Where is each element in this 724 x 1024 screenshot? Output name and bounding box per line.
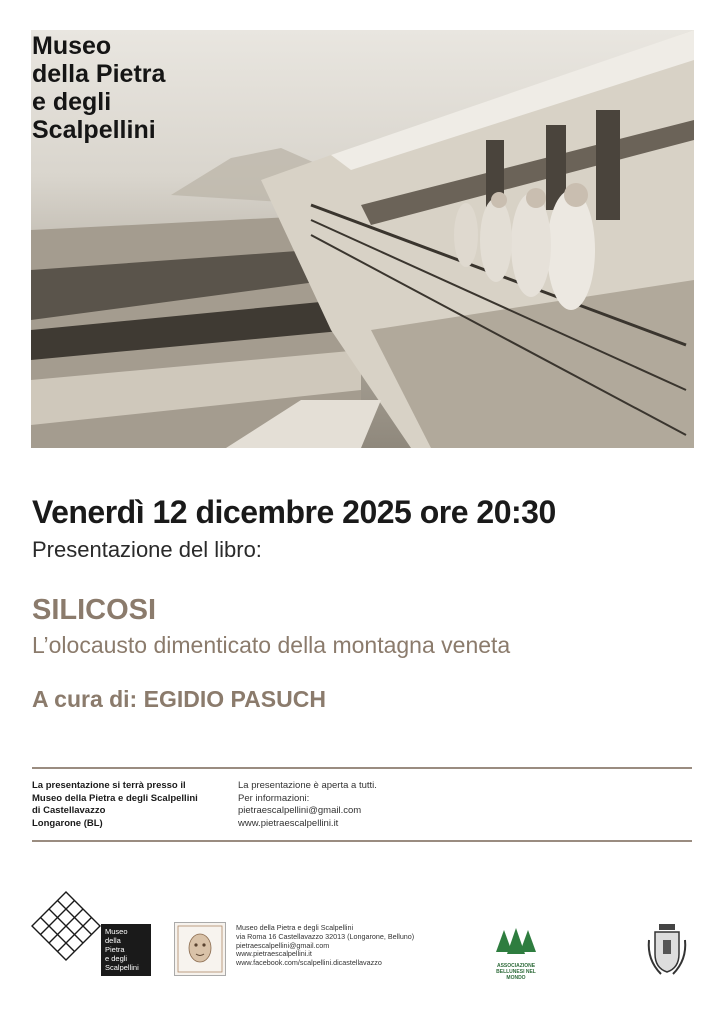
event-date-line: Venerdì 12 dicembre 2025 ore 20:30 (32, 494, 556, 530)
venue-line: Museo della Pietra e degli Scalpellini (32, 792, 198, 804)
footer-facebook-link[interactable]: www.facebook.com/scalpellini.dicastellavazzo (236, 958, 382, 968)
footer-contact (236, 924, 414, 968)
book-title: SILICOSI (32, 594, 157, 626)
museum-logo-icon (30, 890, 102, 962)
footer-email-link[interactable]: pietraescalpellini@gmail.com (236, 940, 330, 950)
divider-top (32, 767, 692, 769)
venue-info (32, 780, 198, 830)
book-subtitle: L’olocausto dimenticato della montagna veneta (32, 632, 511, 658)
footer-website-link[interactable]: www.pietraescalpellini.it (236, 949, 312, 959)
municipal-crest-icon (645, 922, 689, 978)
contact-email-link[interactable]: pietraescalpellini@gmail.com (238, 805, 362, 816)
contact-line: La presentazione è aperta a tutti. (238, 780, 377, 791)
venue-line: Longarone (BL) (32, 817, 103, 829)
divider-bottom (32, 840, 692, 842)
contact-line: Per informazioni: (238, 792, 310, 804)
contact-website-link[interactable]: www.pietraescalpellini.it (238, 817, 339, 829)
bellunesi-logo (494, 928, 538, 981)
museum-title: Museo della Pietra e degli Scalpellini (32, 32, 166, 144)
venue-line: di Castellavazzo (32, 805, 106, 816)
book-curator: A cura di: EGIDIO PASUCH (32, 686, 326, 712)
museum-logo-wordmark: Museo della Pietra e degli Scalpellini (101, 924, 151, 976)
event-subtitle: Presentazione del libro: (32, 537, 262, 562)
footer-contact-line: Museo della Pietra e degli Scalpellini (236, 923, 354, 932)
footer-contact-line: via Roma 16 Castellavazzo 32013 (Longarone, Belluno) (236, 931, 415, 941)
contact-info (238, 780, 377, 830)
pine-trees-icon (494, 928, 538, 958)
bellunesi-label: ASSOCIAZIONE BELLUNESI NEL MONDO (496, 963, 536, 981)
venue-line: La presentazione si terrà presso il (32, 780, 186, 791)
association-badge-icon (174, 922, 226, 976)
